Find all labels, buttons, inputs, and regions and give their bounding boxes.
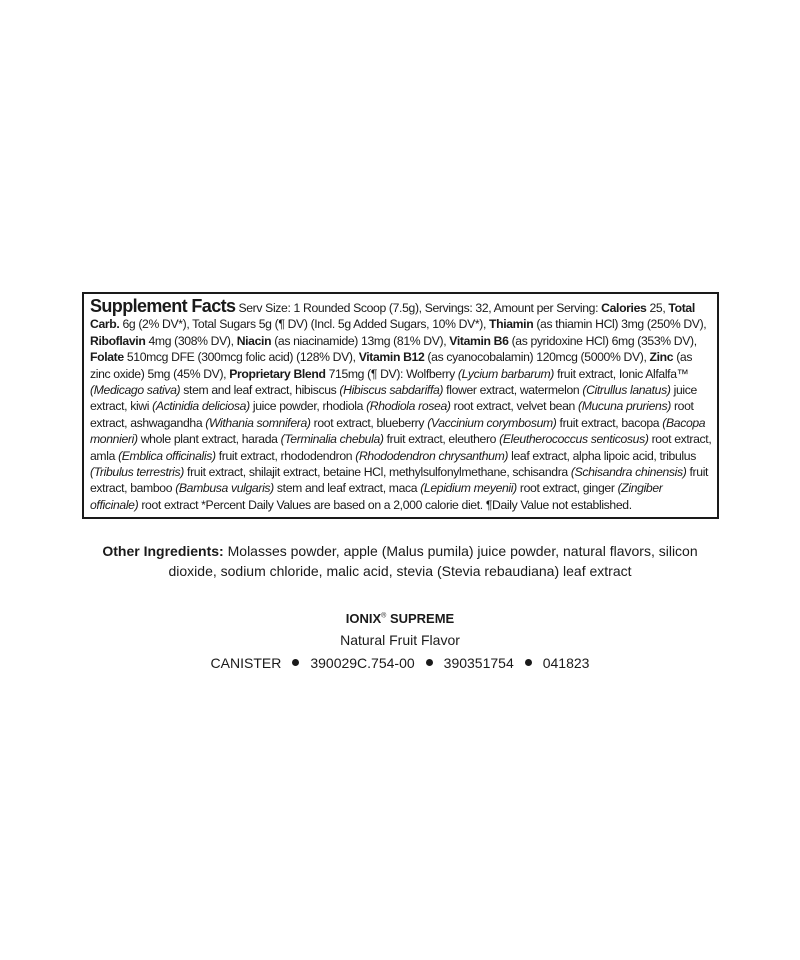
other-ingredients-label: Other Ingredients:	[102, 543, 224, 559]
nutrient-name: Calories	[601, 301, 647, 315]
botanical-name: (Hibiscus sabdariffa)	[339, 383, 444, 398]
container-type: CANISTER	[210, 655, 282, 671]
facts-text: juice extract, kiwi	[90, 383, 697, 414]
botanical-name: (Lycium barbarum)	[457, 366, 555, 381]
facts-text: (as zinc oxide) 5mg (45% DV),	[90, 350, 693, 381]
botanical-name: (Terminalia chebula)	[280, 432, 384, 447]
facts-text: 6g (2% DV*), Total Sugars 5g (¶ DV) (Incl. 5g Added Sugars, 10% DV*),	[119, 317, 490, 332]
facts-text: root extract, velvet bean	[450, 399, 578, 414]
facts-text: (as niacinamide) 13mg (81% DV),	[271, 333, 450, 348]
date-code: 041823	[542, 655, 590, 671]
other-ingredients	[80, 541, 720, 581]
facts-text: root extract, ginger	[516, 481, 618, 496]
brand-name: IONIX	[345, 611, 382, 626]
facts-text: 715mg (¶ DV): Wolfberry	[325, 366, 458, 381]
nutrient-name: Proprietary Blend	[229, 366, 326, 381]
facts-text: (as cyanocobalamin) 120mcg (5000% DV),	[424, 350, 650, 365]
facts-text: whole plant extract, harada	[137, 432, 281, 447]
product-codes	[0, 655, 800, 671]
botanical-name: (Eleutherococcus senticosus)	[499, 432, 649, 447]
nutrient-name: Riboflavin	[90, 333, 146, 348]
facts-text: fruit extract, Ionic Alfalfa™	[554, 366, 689, 381]
botanical-name: (Vaccinium corymbosum)	[427, 415, 557, 430]
other-ingredients-text: Molasses powder, apple (Malus pumila) juice powder, natural flavors, silicon dioxide, sodium chloride, malic acid, stevia (Stevia rebaudiana) leaf extract	[168, 543, 698, 579]
facts-text: 25,	[646, 301, 669, 315]
facts-text: Serv Size: 1 Rounded Scoop (7.5g), Servings: 32, Amount per Serving:	[235, 301, 602, 315]
botanical-name: (Medicago sativa)	[90, 383, 181, 398]
botanical-name: (Zingiber officinale)	[90, 481, 663, 512]
facts-text: leaf extract, alpha lipoic acid, tribulus	[508, 448, 696, 463]
botanical-name: (Withania somnifera)	[205, 415, 311, 430]
facts-text: fruit extract, bamboo	[90, 465, 709, 496]
facts-text: 510mcg DFE (300mcg folic acid) (128% DV),	[123, 350, 359, 365]
nutrient-name: Thiamin	[489, 317, 534, 332]
facts-text: flower extract, watermelon	[443, 383, 583, 398]
facts-text: fruit extract, eleuthero	[383, 432, 500, 447]
nutrient-name: Niacin	[236, 333, 272, 348]
facts-text: root extract, ashwagandha	[90, 399, 694, 430]
botanical-name: (Bambusa vulgaris)	[175, 481, 274, 496]
facts-text: 4mg (308% DV),	[145, 333, 237, 348]
facts-text: (as thiamin HCl) 3mg (250% DV),	[533, 317, 707, 332]
botanical-name: (Lepidium meyenii)	[420, 481, 517, 496]
product-name	[0, 611, 800, 626]
part-number: 390351754	[443, 655, 514, 671]
facts-text: fruit extract, shilajit extract, betaine HCl, methylsulfonylmethane, schisandra	[184, 465, 571, 480]
bullet-dot-icon	[426, 659, 433, 666]
facts-text: root extract, amla	[90, 432, 712, 463]
bullet-dot-icon	[525, 659, 532, 666]
supplement-facts-panel	[82, 292, 719, 519]
botanical-name: (Mucuna pruriens)	[577, 399, 671, 414]
botanical-name: (Rhodiola rosea)	[366, 399, 451, 414]
product-line: SUPREME	[386, 611, 455, 626]
registered-trademark: ®	[381, 612, 387, 620]
nutrient-name: Zinc	[649, 350, 674, 365]
nutrient-name: Vitamin B12	[358, 350, 425, 365]
nutrient-name: Folate	[90, 350, 124, 365]
botanical-name: (Actinidia deliciosa)	[152, 399, 250, 414]
nutrient-name: Vitamin B6	[449, 333, 509, 348]
facts-text: root extract *Percent Daily Values are based on a 2,000 calorie diet. ¶Daily Value not established.	[138, 497, 632, 512]
facts-text: (as pyridoxine HCl) 6mg (353% DV),	[508, 333, 697, 348]
facts-text: fruit extract, rhododendron	[215, 448, 356, 463]
botanical-name: (Tribulus terrestris)	[90, 465, 184, 480]
facts-text: stem and leaf extract, hibiscus	[180, 383, 340, 398]
botanical-name: (Bacopa monnieri)	[90, 415, 706, 447]
facts-text: root extract, blueberry	[310, 415, 428, 430]
product-flavor: Natural Fruit Flavor	[340, 632, 460, 648]
bullet-dot-icon	[292, 659, 299, 666]
botanical-name: (Rhododendron chrysanthum)	[355, 448, 509, 463]
supplement-facts-title: Supplement Facts	[90, 296, 236, 316]
item-code: 390029C.754-00	[310, 655, 415, 671]
botanical-name: (Citrullus lanatus)	[582, 383, 671, 398]
facts-text: fruit extract, bacopa	[556, 415, 663, 430]
nutrient-name: Total Carb.	[90, 301, 695, 332]
botanical-name: (Schisandra chinensis)	[570, 465, 687, 480]
botanical-name: (Emblica officinalis)	[118, 448, 216, 463]
facts-text: juice powder, rhodiola	[249, 399, 367, 414]
facts-text: stem and leaf extract, maca	[273, 481, 421, 496]
